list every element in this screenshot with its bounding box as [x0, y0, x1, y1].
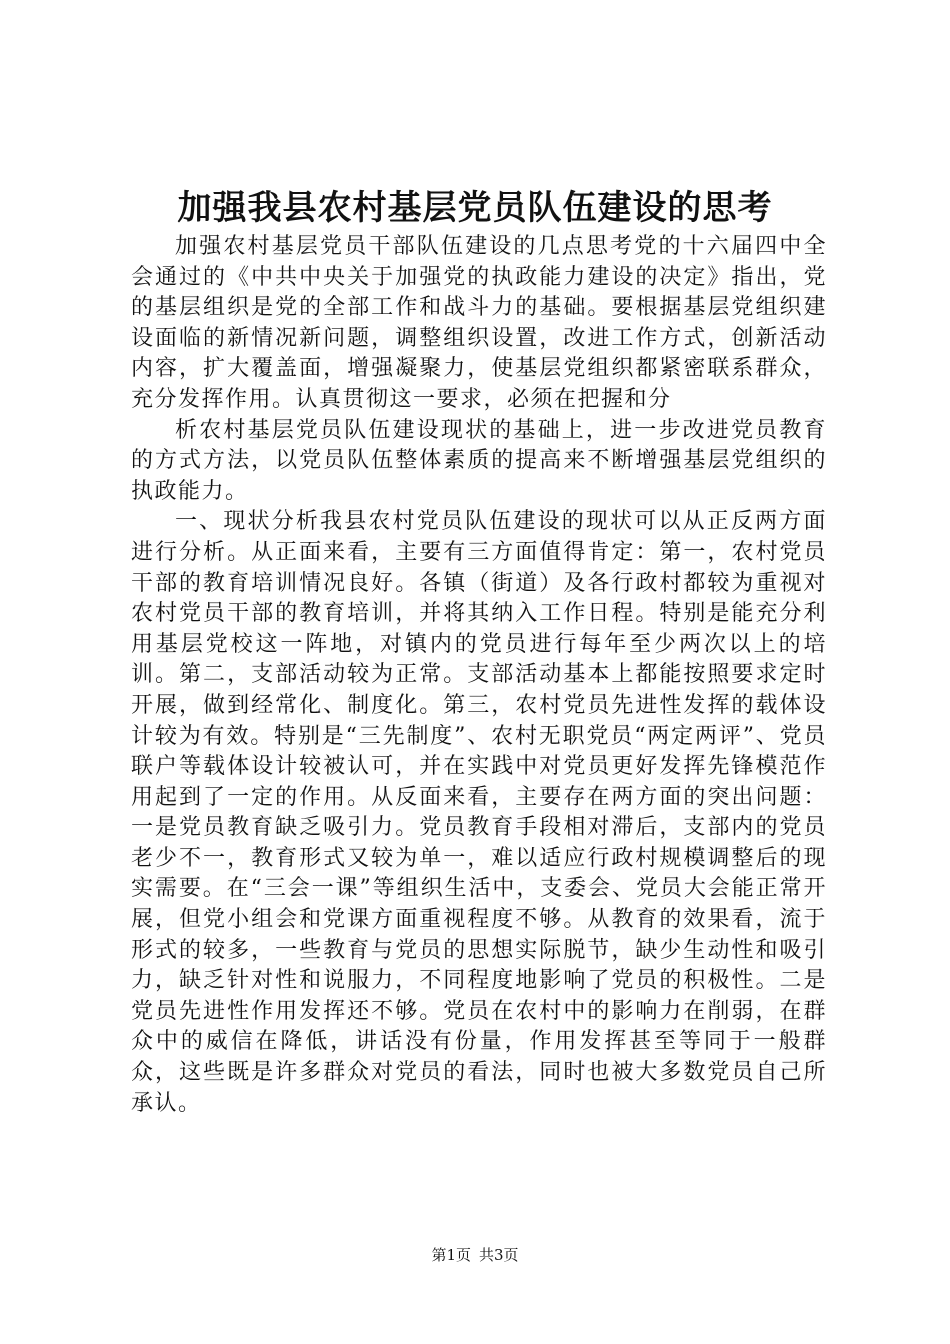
- page-number-current: 第1页: [431, 1246, 471, 1264]
- paragraph-2: 析农村基层党员队伍建设现状的基础上，进一步改进党员教育的方式方法，以党员队伍整体素质的提高来不断增强基层党组织的执政能力。: [131, 417, 827, 504]
- document-title: 加强我县农村基层党员队伍建设的思考: [177, 188, 773, 228]
- paragraph-1: 加强农村基层党员干部队伍建设的几点思考党的十六届四中全会通过的《中共中央关于加强党的执政能力建设的决定》指出，党的基层组织是党的全部工作和战斗力的基础。要根据基层党组织建设面临的新情况新问题，调整组织设置，改进工作方式，创新活动内容，扩大覆盖面，增强凝聚力，使基层党组织都紧密联系群众，充分发挥作用。认真贯彻这一要求，必须在把握和分: [131, 234, 827, 412]
- document-body: [131, 232, 827, 1119]
- page-number-total: 共3页: [479, 1246, 519, 1264]
- paragraph-3: 一、现状分析我县农村党员队伍建设的现状可以从正反两方面进行分析。从正面来看，主要有三方面值得肯定：第一，农村党员干部的教育培训情况良好。各镇（街道）及各行政村都较为重视对农村党员干部的教育培训，并将其纳入工作日程。特别是能充分利用基层党校这一阵地，对镇内的党员进行每年至少两次以上的培训。第二，支部活动较为正常。支部活动基本上都能按照要求定时开展，做到经常化、制度化。第三，农村党员先进性发挥的载体设计较为有效。特别是“三先制度”、农村无职党员“两定两评”、党员联户等载体设计较被认可，并在实践中对党员更好发挥先锋模范作用起到了一定的作用。从反面来看，主要存在两方面的突出问题：一是党员教育缺乏吸引力。党员教育手段相对滞后，支部内的党员老少不一，教育形式又较为单一，难以适应行政村规模调整后的现实需要。在“三会一课”等组织生活中，支委会、党员大会能正常开展，但党小组会和党课方面重视程度不够。从教育的效果看，流于形式的较多，一些教育与党员的思想实际脱节，缺少生动性和吸引力，缺乏针对性和说服力，不同程度地影响了党员的积极性。二是党员先进性作用发挥还不够。党员在农村中的影响力在削弱，在群众中的威信在降低，讲话没有份量，作用发挥甚至等同于一般群众，这些既是许多群众对党员的看法，同时也被大多数党员自己所承认。: [131, 509, 827, 1116]
- page-footer: [0, 1245, 950, 1265]
